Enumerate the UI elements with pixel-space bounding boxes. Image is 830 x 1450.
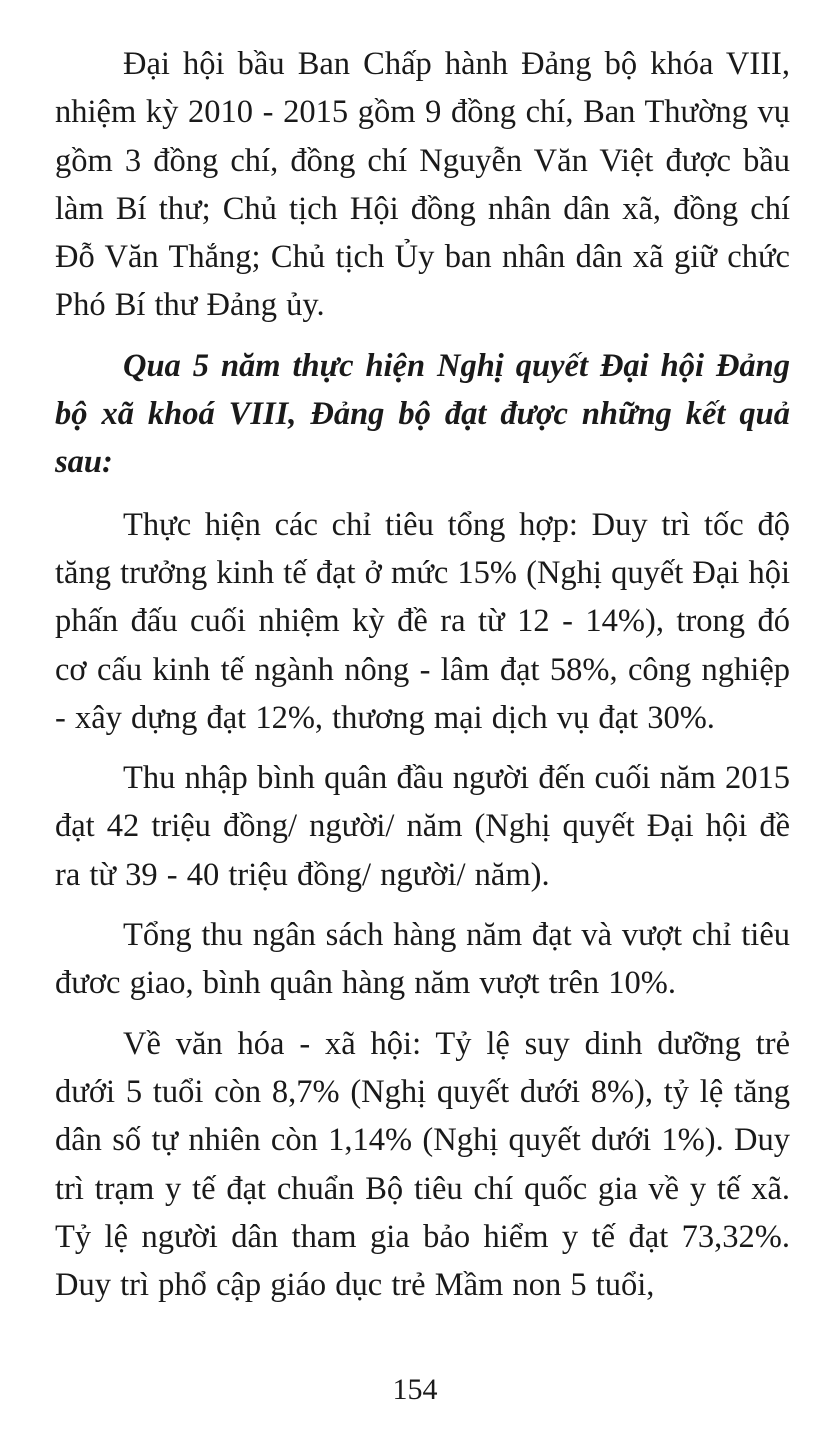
paragraph-economic-targets: Thực hiện các chỉ tiêu tổng hợp: Duy trì tốc độ tăng trưởng kinh tế đạt ở mức 15% (Nghị quyết Đại hội phấn đấu cuối nhiệm kỳ đề ra từ 12 - 14%), trong đó cơ cấu kinh tế ngành nông - lâm đạt 58%, công nghiệp - xây dựng đạt 12%, thương mại dịch vụ đạt 30%.	[55, 506, 790, 736]
paragraph-party-committee-election: Đại hội bầu Ban Chấp hành Đảng bộ khóa VIII, nhiệm kỳ 2010 - 2015 gồm 9 đồng chí, Ban Thường vụ gồm 3 đồng chí, đồng chí Nguyễn Văn Việt được bầu làm Bí thư; Chủ tịch Hội đồng nhân dân xã, đồng chí Đỗ Văn Thắng; Chủ tịch Ủy ban nhân dân xã giữ chức Phó Bí thư Đảng ủy.	[55, 46, 790, 324]
document-page	[55, 40, 790, 1323]
page-number: 154	[392, 1373, 438, 1406]
paragraph-budget-revenue: Tổng thu ngân sách hàng năm đạt và vượt chỉ tiêu đươc giao, bình quân hàng năm vượt trên 10%.	[55, 917, 790, 1002]
paragraph-culture-society: Về văn hóa - xã hội: Tỷ lệ suy dinh dưỡng trẻ dưới 5 tuổi còn 8,7% (Nghị quyết dưới 8%), tỷ lệ tăng dân số tự nhiên còn 1,14% (Nghị quyết dưới 1%). Duy trì trạm y tế đạt chuẩn Bộ tiêu chí quốc gia về y tế xã. Tỷ lệ người dân tham gia bảo hiểm y tế đạt 73,32%. Duy trì phổ cập giáo dục trẻ Mầm non 5 tuổi,	[55, 1025, 790, 1304]
section-heading-results: Qua 5 năm thực hiện Nghị quyết Đại hội Đảng bộ xã khoá VIII, Đảng bộ đạt được những kết quả sau:	[55, 347, 790, 481]
paragraph-income-per-capita: Thu nhập bình quân đầu người đến cuối năm 2015 đạt 42 triệu đồng/ người/ năm (Nghị quyết Đại hội đề ra từ 39 - 40 triệu đồng/ người/ năm).	[55, 760, 790, 893]
